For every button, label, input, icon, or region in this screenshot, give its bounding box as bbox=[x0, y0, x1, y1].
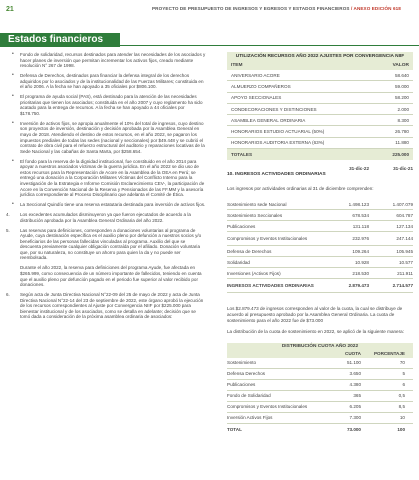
row-cuota: 365 bbox=[353, 393, 361, 399]
row-label: ASAMBLEA GENERAL ORDINARIA bbox=[231, 117, 306, 123]
row-label: Compromisos y Eventos Institucionales bbox=[227, 236, 308, 242]
total-pct: 100 bbox=[397, 426, 405, 432]
table-total-row bbox=[227, 424, 413, 435]
row-label: CONDECORACIONES Y DISTINCIONES bbox=[231, 106, 317, 112]
table-row bbox=[227, 93, 413, 104]
left-column bbox=[6, 52, 206, 324]
row-value-2021: 211.911 bbox=[397, 270, 413, 276]
bullet-fondo-solidaridad: • Fondo de solidaridad, recursos destinados para atender las necesidades de los asociados y hacer planes de inversión que permitan incrementar los activos fijos, creado mediante resolución N° 267 de 1998. bbox=[6, 52, 206, 69]
total-label: TOTAL bbox=[227, 426, 242, 432]
row-value-2021: 247.144 bbox=[396, 236, 413, 242]
row-label: Sostenimiento Seccionales bbox=[227, 212, 283, 218]
distribution-table bbox=[227, 343, 413, 435]
table-row bbox=[227, 221, 413, 232]
item-5 bbox=[6, 228, 206, 262]
distribution-intro: La distribución de la cuota de sostenimiento en 2022, se aplicó de la siguiente manera: bbox=[227, 329, 404, 335]
ordinary-title: 10. INGRESOS ACTIVIDADES ORDINARIAS bbox=[227, 172, 326, 178]
row-cuota: 4.380 bbox=[349, 382, 361, 388]
row-label: Compromisos y Eventos Institucionales bbox=[227, 404, 308, 410]
item-5-text: Las reservas para definiciones, corresponden a donaciones voluntarias al programa de Ayude, cuya destinación específica es el auxilio pleno por defunción a nuestros socios y/o beneficiarios de las personas fallecidas vinculadas al programa. Auxilio del que se descuenta previamente cualquier obligación contraída por el afiliado. Donación voluntaria que, por su naturaleza, no constituye un ahorro para quien la da y no puede ser reembolsada. bbox=[20, 227, 202, 261]
section-band bbox=[0, 33, 419, 47]
row-value-2022: 109.264 bbox=[352, 248, 369, 254]
row-label: Defensa de Derechos bbox=[227, 248, 272, 254]
row-value: 26.780 bbox=[394, 129, 409, 135]
row-value-2022: 232.976 bbox=[352, 236, 369, 242]
item-5-continued: Durante el año 2022, la reserva para definiciones del programa Ayude, fue afectada en $265.999, como consecuencia de un número importante de fallecidos, teniendo en cuenta que el auxilio pleno por defunción pagado en el periodo fue superior al valor recibido por donaciones. bbox=[20, 265, 202, 288]
bullet-defensa-derechos: • Defensa de Derechos, destinados para financiar la defensa integral de los derechos adquiridos por lo asociados y de la institucionalidad de las Fuerzas Militares; constituida en el año 2006. A la fecha se han apoyado a 35 oficiales por $806.100. bbox=[6, 73, 206, 90]
item-6-number: 6. bbox=[6, 292, 10, 298]
table-row bbox=[227, 81, 413, 92]
row-value-2022: 218.530 bbox=[352, 270, 369, 276]
row-pct: 8,5 bbox=[398, 404, 405, 410]
year-2022: 31-dic-22 bbox=[349, 166, 369, 172]
bullet-seccional-quindio: • La Seccional Quindío tiene una reserva estatutaria destinada para inversión de activos fijos. bbox=[6, 202, 206, 208]
table-total-row bbox=[227, 149, 413, 160]
row-value-2021: 604.787 bbox=[396, 212, 413, 218]
item-4-text: Los excedentes acumulados disminuyeron ya que fueron ejecutados de acuerdo a la distribución aprobada por la Asamblea General Ordinaria del año 2022. bbox=[20, 212, 191, 223]
row-pct: 6 bbox=[402, 382, 405, 388]
table-row bbox=[227, 138, 413, 149]
distribution-col-cuota: CUOTA bbox=[345, 351, 361, 357]
year-2021: 31-dic-21 bbox=[393, 166, 413, 172]
bullet-ayuda-social: • El programa de ayuda social (PAS), está destinado para la atención de las necesidades prioritarias que tienen los asociados; constituida en el año 2007 y cuyo reglamento ha sido acatado para la entrega de recursos. A la fecha se han apoyado a 44 oficiales por $178.750. bbox=[6, 94, 206, 116]
table-row bbox=[227, 413, 413, 424]
table-row bbox=[227, 104, 413, 115]
row-label: APOYO SECCIONALES bbox=[231, 95, 282, 101]
row-value: 58.640 bbox=[394, 72, 409, 78]
total-label: TOTALES bbox=[231, 152, 253, 158]
total-value: 225.000 bbox=[392, 152, 409, 158]
table-row bbox=[227, 246, 413, 257]
section-title: Estados financieros bbox=[8, 34, 104, 45]
page-number: 21 bbox=[6, 6, 14, 13]
row-pct: 70 bbox=[399, 360, 405, 366]
row-value-2021: 105.945 bbox=[396, 248, 413, 254]
table-row bbox=[227, 268, 413, 279]
row-value-2022: 131.118 bbox=[352, 223, 369, 229]
row-value-2022: 10.928 bbox=[354, 259, 369, 265]
ordinary-intro: Los ingresos por actividades ordinarias al 31 de diciembre comprenden: bbox=[227, 186, 374, 192]
right-column bbox=[227, 52, 413, 435]
row-label: Publicaciones bbox=[227, 223, 256, 229]
table-row bbox=[227, 210, 413, 221]
distribution-title: DISTRIBUCIÓN CUOTA AÑO 2022 bbox=[227, 343, 413, 350]
table-row bbox=[227, 70, 413, 81]
bullet-inversion-activos: • Inversión de activos fijos, se apropia anualmente el 10% del total de ingresos, cuyo destino son proyectos de inversión, destinación y decisión aprobada por la Asamblea General en mayo de 2018. Atendiendo el destino de estos recursos, en el año 2022, se pagaron los impuestos prediales de todas las sedes (nacional y seccionales) por $49.448 y se cubrió el contrato de obra civil para el refuerzo estructural del auditorio y reparaciones locativas de la Sede Nacional y las cabañas de Santa Marta, por $258.654. bbox=[6, 121, 206, 155]
section-band-rule bbox=[120, 45, 419, 46]
niif-col-item: ITEM bbox=[231, 63, 243, 68]
running-title bbox=[152, 6, 401, 11]
total-label: INGRESOS ACTIVIDADES ORDINARIAS bbox=[227, 283, 314, 289]
row-value-2022: 678.534 bbox=[352, 212, 369, 218]
item-6-text: Según acta de Junta Directiva Nacional N°22-09 del 25 de mayo de 2022 y acta de Junta Directiva Nacional N°22-14 del 23 de septiembre de 2022, este órgano aprobó la ejecución de los recursos correspondientes al Ajuste por Convergencia NIIF por $225.000 para bienestar institucional y de los asociados, como se detalla en adelante; decisión que se tomó dada a consideración de la próxima asamblea ordinaria de asociados: bbox=[20, 292, 204, 320]
niif-table-header bbox=[227, 62, 413, 70]
total-cuota: 73.000 bbox=[346, 426, 361, 432]
table-row bbox=[227, 126, 413, 137]
total-value-2022: 2.879.473 bbox=[348, 283, 369, 289]
bullet-reserva-dignidad: • El fondo para la reserva de la dignidad institucional, fue constituido en el año 2014 para apoyar a nuestros asociados víctimas de la guerra jurídica. En el año 2022 se dio uso de estos recursos para la Representación de Acore en la Asamblea de la OEA en Perú; se entregó una donación a la Corporación Militares Víctimas del Conflicto Interno para la investigación de la Estrategia e Informe Comisión Esclarecimiento CEV-, la participación de Acore en la Convención Nacional de la Reserva y Pensionados de las FF.MM y la asesoría jurídica correspondiente al Proceso Disciplinario que adelanta el Comité de Ética. bbox=[6, 159, 206, 198]
row-value-2021: 1.407.079 bbox=[392, 201, 413, 207]
table-row bbox=[227, 391, 413, 402]
table-total-row bbox=[227, 279, 413, 293]
row-label: Sostenimiento sede Nacional bbox=[227, 201, 287, 207]
row-value: 59.000 bbox=[394, 83, 409, 89]
row-label: Inversión Activos Fijos bbox=[227, 415, 273, 421]
row-value: 2.000 bbox=[397, 106, 409, 112]
row-pct: 5 bbox=[402, 371, 405, 377]
row-label: HONORARIOS AUDITORIA EXTERNA (63%) bbox=[231, 140, 325, 146]
row-value-2021: 10.577 bbox=[398, 259, 413, 265]
row-label: ANIVERSARIO ACORE bbox=[231, 72, 280, 78]
row-cuota: 51.100 bbox=[346, 360, 361, 366]
row-cuota: 7.300 bbox=[349, 415, 361, 421]
row-pct: 0,5 bbox=[398, 393, 405, 399]
income-paragraph: Los $2.879.473 de ingresos corresponden al valor de la cuota, la cual se distribuye de acuerdo al presupuesto aprobado por la Asamblea General Ordinaria. La cuota de sostenimiento para el año 2022 fue de $73.000 bbox=[227, 306, 403, 323]
table-row bbox=[227, 199, 413, 210]
table-row bbox=[227, 369, 413, 380]
row-label: HONORARIOS ESTUDIO ACTUARIAL (50%) bbox=[231, 129, 325, 135]
distribution-col-pct: PORCENTAJE bbox=[373, 351, 405, 357]
distribution-header bbox=[227, 350, 413, 358]
row-label: Inversiones (Activos Fijos) bbox=[227, 270, 281, 276]
row-pct: 10 bbox=[399, 415, 405, 421]
ordinary-table bbox=[227, 199, 413, 293]
row-cuota: 3.650 bbox=[349, 371, 361, 377]
page-header bbox=[0, 0, 419, 30]
row-label: Fondo de Solidaridad bbox=[227, 393, 271, 399]
item-4 bbox=[6, 212, 206, 223]
year-header bbox=[227, 166, 413, 171]
row-value: 58.200 bbox=[394, 95, 409, 101]
row-cuota: 6.205 bbox=[349, 404, 361, 410]
table-row bbox=[227, 358, 413, 369]
niif-col-value: VALOR bbox=[392, 63, 409, 68]
table-row bbox=[227, 257, 413, 268]
edition-label: / ANEXO EDICIÓN 618 bbox=[350, 6, 401, 11]
table-row bbox=[227, 380, 413, 391]
row-label: Publicaciones bbox=[227, 382, 256, 388]
item-4-number: 4. bbox=[6, 212, 10, 218]
running-title-text: PROYECTO DE PRESUPUESTO DE INGRESOS Y EGRESOS Y ESTADOS FINANCIEROS bbox=[152, 6, 350, 11]
row-label: ALMUERZO COMPAÑEROS bbox=[231, 83, 291, 89]
item-5-number: 5. bbox=[6, 227, 10, 233]
row-label: Defensa Derechos bbox=[227, 371, 266, 377]
niif-table bbox=[227, 52, 413, 160]
item-6 bbox=[6, 292, 206, 320]
table-row bbox=[227, 232, 413, 246]
table-row bbox=[227, 402, 413, 413]
total-value-2021: 2.714.577 bbox=[392, 283, 413, 289]
table-row bbox=[227, 115, 413, 126]
row-value-2021: 127.134 bbox=[396, 223, 413, 229]
row-label: Sostenimiento bbox=[227, 360, 257, 366]
row-value: 11.880 bbox=[395, 140, 409, 146]
niif-table-title: UTILIZACIÓN RECURSOS AÑO 2022 AJUSTES POR CONVERGENCIA NIIF bbox=[227, 52, 413, 62]
row-value: 8.300 bbox=[397, 117, 409, 123]
row-value-2022: 1.498.123 bbox=[348, 201, 369, 207]
row-label: Solidaridad bbox=[227, 259, 250, 265]
